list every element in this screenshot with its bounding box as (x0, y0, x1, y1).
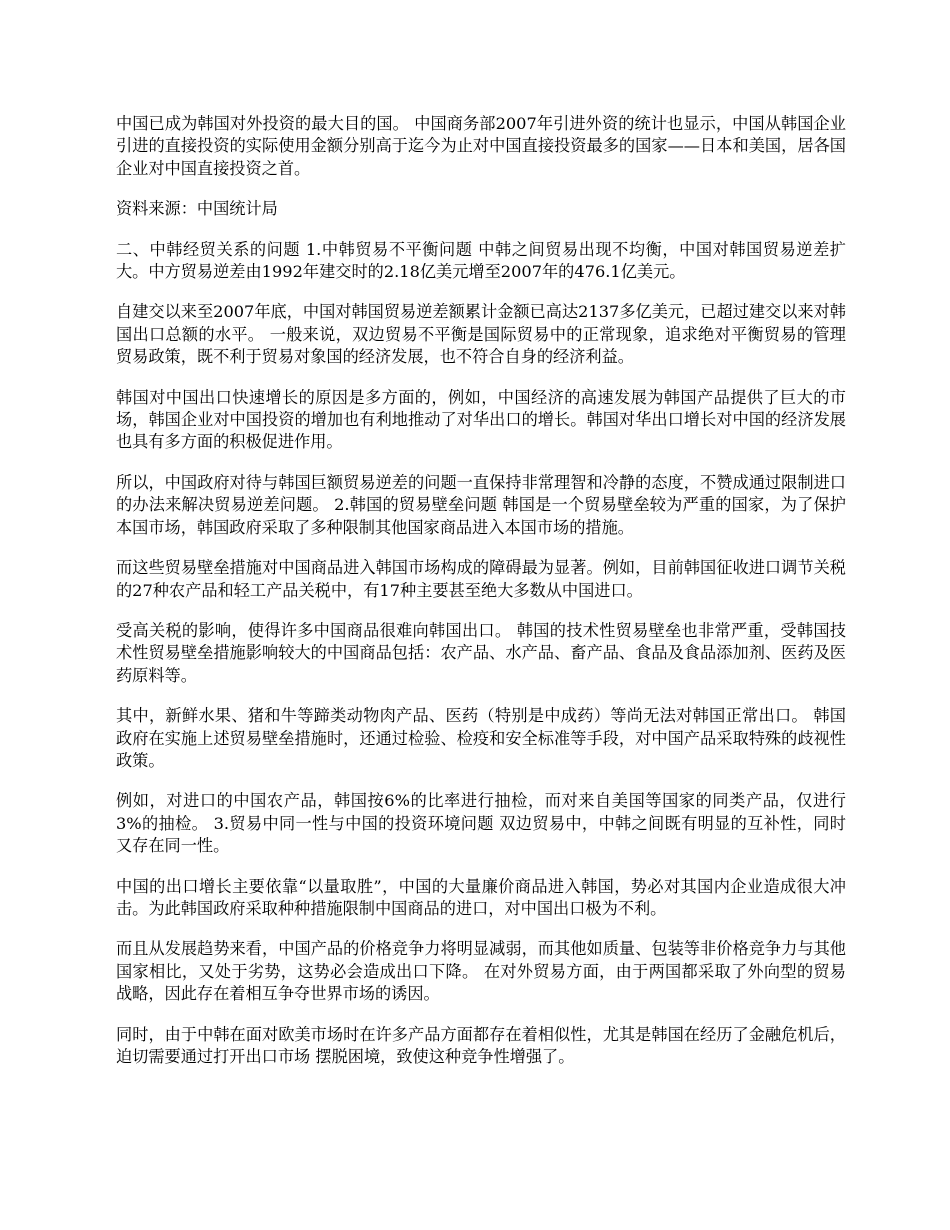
paragraph-1: 中国已成为韩国对外投资的最大目的国。 中国商务部2007年引进外资的统计也显示，中国从韩国企业引进的直接投资的实际使用金额分别高于迄今为止对中国直接投资最多的国家——日本和美国，居各国企业对中国直接投资之首。 (116, 114, 846, 178)
paragraph-4: 自建交以来至2007年底，中国对韩国贸易逆差额累计金额已高达2137多亿美元，已超过建交以来对韩国出口总额的水平。 一般来说，双边贸易不平衡是国际贸易中的正常现象，追求绝对平衡贸易的管理贸易政策，既不利于贸易对象国的经济发展，也不符合自身的经济利益。 (116, 302, 846, 367)
paragraph-8: 受高关税的影响，使得许多中国商品很难向韩国出口。 韩国的技术性贸易壁垒也非常严重，受韩国技术性贸易壁垒措施影响较大的中国商品包括：农产品、水产品、畜产品、食品及食品添加剂、医药及医药原料等。 (116, 620, 846, 685)
document-body (116, 113, 846, 1086)
paragraph-11: 中国的出口增长主要依靠“以量取胜”，中国的大量廉价商品进入韩国，势必对其国内企业造成很大冲击。为此韩国政府采取种种措施限制中国商品的进口，对中国出口极为不利。 (116, 876, 846, 918)
paragraph-7: 而这些贸易壁垒措施对中国商品进入韩国市场构成的障碍最为显著。例如，目前韩国征收进口调节关税的27种农产品和轻工产品关税中，有17种主要甚至绝大多数从中国进口。 (116, 558, 846, 600)
paragraph-10: 例如，对进口的中国农产品，韩国按6%的比率进行抽检，而对来自美国等国家的同类产品，仅进行3%的抽检。 3.贸易中同一性与中国的投资环境问题 双边贸易中，中韩之间既有明显的互补性，同时又存在同一性。 (116, 791, 846, 856)
paragraph-5: 韩国对中国出口快速增长的原因是多方面的，例如，中国经济的高速发展为韩国产品提供了巨大的市场，韩国企业对中国投资的增加也有利地推动了对华出口的增长。韩国对华出口增长对中国的经济发展也具有多方面的积极促进作用。 (116, 387, 846, 452)
paragraph-9: 其中，新鲜水果、猪和牛等蹄类动物肉产品、医药（特别是中成药）等尚无法对韩国正常出口。 韩国政府在实施上述贸易壁垒措施时，还通过检验、检疫和安全标准等手段，对中国产品采取特殊的歧视性政策。 (116, 706, 846, 770)
paragraph-3: 二、中韩经贸关系的问题 1.中韩贸易不平衡问题 中韩之间贸易出现不均衡，中国对韩国贸易逆差扩大。中方贸易逆差由1992年建交时的2.18亿美元增至2007年的476.1亿美元。 (116, 239, 846, 282)
paragraph-12: 而且从发展趋势来看，中国产品的价格竞争力将明显减弱，而其他如质量、包装等非价格竞争力与其他国家相比，又处于劣势，这势必会造成出口下降。 在对外贸易方面，由于两国都采取了外向型的贸易战略，因此存在着相互争夺世界市场的诱因。 (116, 939, 846, 1004)
paragraph-2-source: 资料来源：中国统计局 (116, 199, 278, 219)
paragraph-13: 同时，由于中韩在面对欧美市场时在许多产品方面都存在着相似性，尤其是韩国在经历了金融危机后，迫切需要通过打开出口市场 摆脱困境，致使这种竞争性增强了。 (116, 1024, 846, 1066)
paragraph-6: 所以，中国政府对待与韩国巨额贸易逆差的问题一直保持非常理智和冷静的态度，不赞成通过限制进口的办法来解决贸易逆差问题。 2.韩国的贸易壁垒问题 韩国是一个贸易壁垒较为严重的国家，为了保护本国市场，韩国政府采取了多种限制其他国家商品进入本国市场的措施。 (116, 472, 846, 537)
